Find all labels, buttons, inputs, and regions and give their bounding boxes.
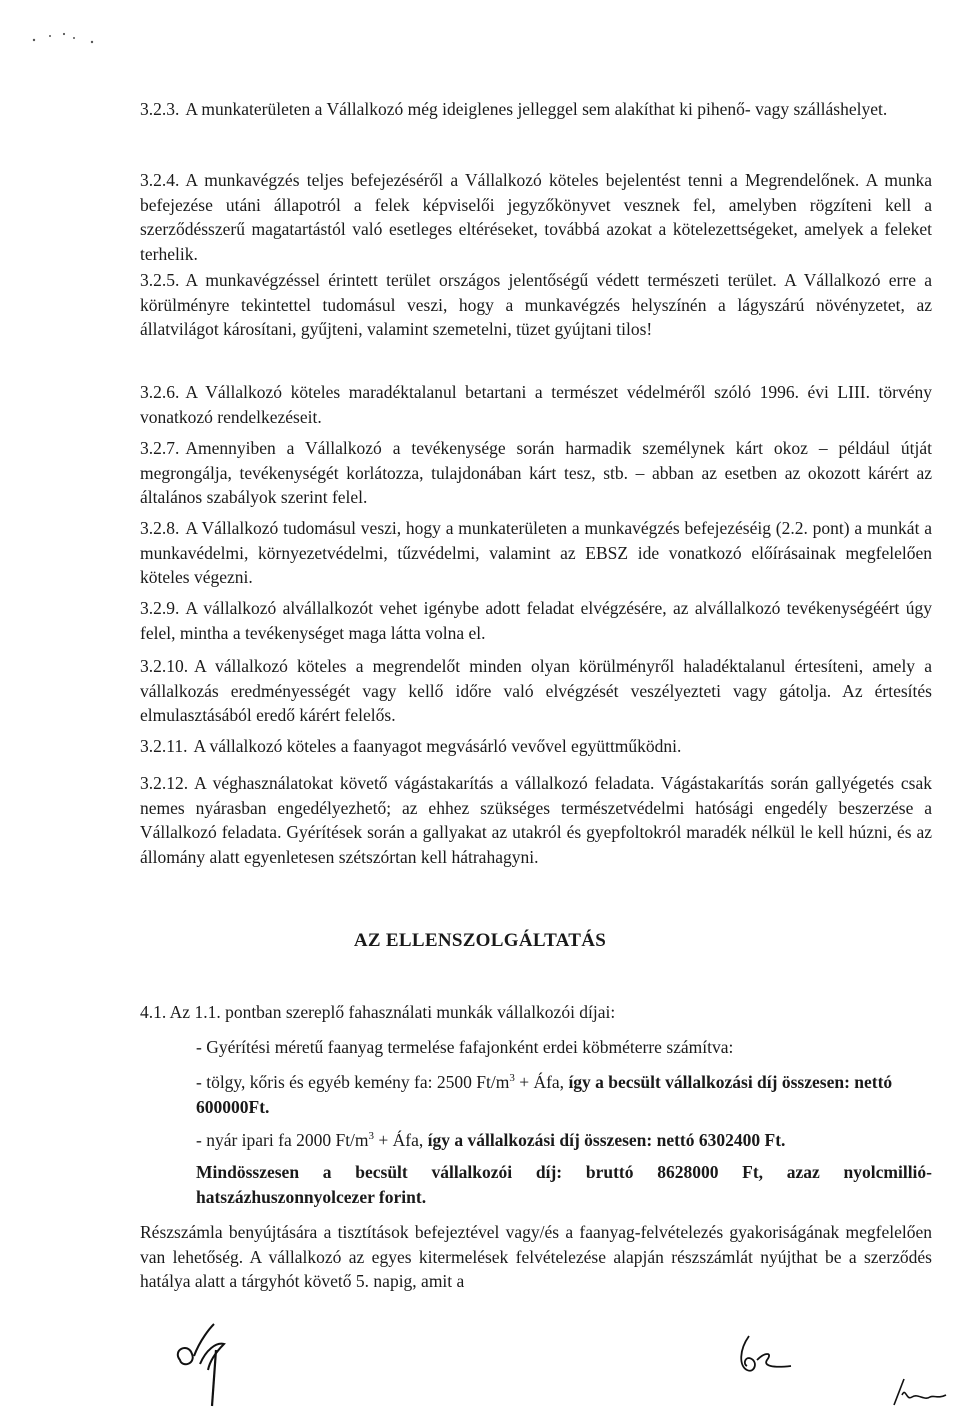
clause-text: A Vállalkozó köteles maradéktalanul betartani a természet védelméről szóló 1996. évi LIII. törvény vonatkozó rendelkezéseit.	[140, 382, 932, 427]
clause-number: 3.2.6.	[140, 382, 180, 402]
bullet-gyeritesi: - Gyérítési méretű faanyag termelése fafajonként erdei köbméterre számítva:	[196, 1037, 734, 1057]
clause-3-2-4	[140, 168, 932, 266]
bullet-bold-total: így a becsült vállalkozási díj összesen: nettó 600000Ft.	[196, 1072, 893, 1117]
clause-text: A vállalkozó alvállalkozót vehet igénybe adott feladat elvégzésére, az alvállalkozó tevékenységéért úgy felel, mintha a tevékenységet maga látta volna el.	[140, 598, 932, 643]
bullet-text-vat: + Áfa,	[374, 1130, 428, 1150]
closing-paragraph: Részszámla benyújtására a tisztítások befejeztével vagy/és a faanyag-felvételezés gyakoriságának megfelelően van lehetőség. A vállalkozó az egyes kitermelések felvételezése alapján részszámlát nyújthat be a szerződés hatálya alatt a tárgyhót követő 5. napig, amit a	[140, 1222, 932, 1291]
clause-number: 3.2.3.	[140, 99, 180, 119]
section-heading: AZ ELLENSZOLGÁLTATÁS	[353, 930, 607, 951]
bullet-text-vat: + Áfa,	[514, 1072, 569, 1092]
clause-3-2-12	[140, 771, 932, 869]
clause-3-2-6	[140, 380, 932, 429]
initials-right-icon	[890, 1375, 950, 1410]
clause-3-2-8	[140, 516, 932, 590]
clause-number: 3.2.11.	[140, 736, 188, 756]
unit-exponent: 3	[368, 1130, 375, 1143]
bullet-bold-total: így a vállalkozási díj összesen: nettó 6302400 Ft.	[427, 1130, 786, 1150]
initials-middle-icon	[735, 1330, 795, 1380]
clause-3-2-10	[140, 654, 932, 728]
clause-number: 3.2.8.	[140, 518, 180, 538]
clause-number: 3.2.12.	[140, 773, 189, 793]
clause-text: A munkavégzés teljes befejezéséről a Vállalkozó köteles bejelentést tenni a Megrendelőnek. A munka befejezése utáni állapotról a felek képviselői jegyzőkönyvet vesznek fel, amelyben rögzíteni kell a szerződésszerű magatartástól való esetleges eltéréseket, továbbá azokat a kötelezettségeket, amelyek a feleket terhelik.	[140, 170, 932, 264]
clause-number: 3.2.4.	[140, 170, 180, 190]
bullet-text: - nyár ipari fa 2000 Ft/m	[196, 1130, 369, 1150]
clause-text: A vállalkozó köteles a megrendelőt minden olyan körülményről haladéktalanul értesíteni, amely a vállalkozás eredményességét vagy kellő időre való elvégzését veszélyezteti vagy gátolja. Az értesítés elmulasztásából eredő kárért felelős.	[140, 656, 932, 725]
clause-3-2-3	[140, 97, 932, 122]
unit-exponent: 3	[509, 1072, 515, 1085]
clause-text: A munkavégzéssel érintett terület országos jelentőségű védett természeti terület. A Vállalkozó erre a körülményre tekintettel tudomásul veszi, hogy a munkavégzés helyszínén a lágyszárú növényzetet, az állatvilágot károsítani, gyűjteni, valamint szemetelni, tüzet gyújtani tilos!	[140, 270, 932, 339]
clause-text: A munkaterületen a Vállalkozó még ideiglenes jelleggel sem alakíthat ki pihenő- vagy szálláshelyet.	[185, 99, 888, 119]
clause-3-2-7	[140, 436, 932, 510]
scan-specks	[30, 22, 110, 52]
bullet-tolgy	[196, 1070, 932, 1119]
clause-text: A vállalkozó köteles a faanyagot megvásárló vevővel együttműködni.	[193, 736, 682, 756]
bullet-nyar	[196, 1128, 932, 1153]
clause-number: 3.2.7.	[140, 438, 180, 458]
grand-total: Mindösszesen a becsült vállalkozói díj: bruttó 8628000 Ft, azaz nyolcmillió-hatszázhuszonnyolcezer forint.	[196, 1162, 932, 1207]
clause-3-2-5	[140, 268, 932, 342]
clause-4-1: 4.1. Az 1.1. pontban szereplő fahasználati munkák vállalkozói díjai:	[140, 1002, 616, 1022]
clause-number: 3.2.10.	[140, 656, 189, 676]
clause-3-2-11	[140, 734, 932, 759]
clause-number: 3.2.5.	[140, 270, 180, 290]
clause-text: Amennyiben a Vállalkozó a tevékenysége során harmadik személynek kárt okoz – például útját megrongálja, tevékenységét korlátozza, tulajdonában kárt tesz, stb. – abban az esetben az okozott kárért az általános szabályok szerint felel.	[140, 438, 932, 507]
clause-text: A Vállalkozó tudomásul veszi, hogy a munkaterületen a munkavégzés befejezéséig (2.2. pont) a munkát a munkavédelmi, környezetvédelmi, tűzvédelmi, valamint az EBSZ ide vonatkozó előírásainak megfelelően köteles végezni.	[140, 518, 932, 587]
clause-text: A véghasználatokat követő vágástakarítás a vállalkozó feladata. Vágástakarítás során gallyégetés csak nemes nyárasban engedélyezhető; az ehhez szükséges természetvédelmi hatósági engedély beszerzése a Vállalkozó feladata. Gyérítések során a gallyakat az utakról és gyepfoltokról maradék nélkül le kell húzni, és az állomány alatt egyenletesen szétszórtan kell hátrahagyni.	[140, 773, 932, 867]
clause-number: 3.2.9.	[140, 598, 180, 618]
clause-3-2-9	[140, 596, 932, 645]
bullet-text: - tölgy, kőris és egyéb kemény fa: 2500 Ft/m	[196, 1072, 510, 1092]
signature-left-icon	[170, 1320, 240, 1410]
